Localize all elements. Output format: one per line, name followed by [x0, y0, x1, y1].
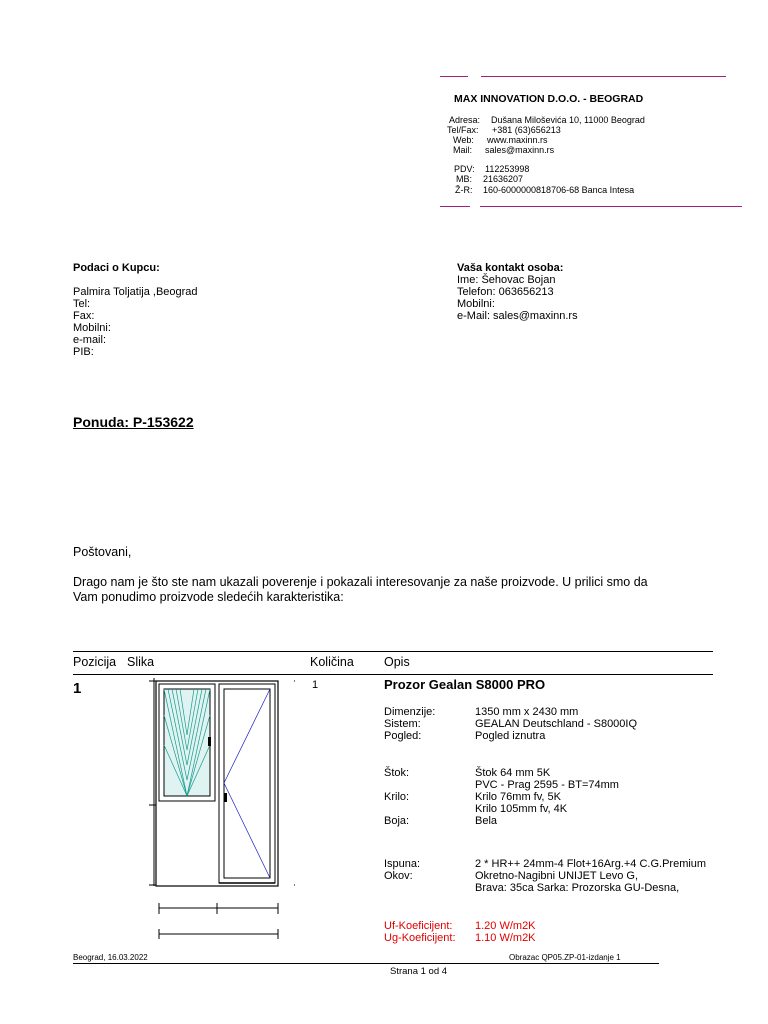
footer-rule: [73, 963, 659, 964]
customer-name: Palmira Toljatija ,Beograd: [73, 286, 198, 298]
spec-label: Štok:: [384, 767, 410, 779]
spec-label: Sistem:: [384, 718, 421, 730]
footer-right: Obrazac QP05.ZP-01-izdanje 1: [509, 953, 621, 962]
item-position: 1: [73, 680, 82, 697]
spec-value: Pogled iznutra: [475, 730, 546, 742]
customer-tel: Tel:: [73, 298, 91, 310]
header-position: Pozicija: [73, 655, 117, 669]
customer-fax: Fax:: [73, 310, 95, 322]
spec-label: Okov:: [384, 870, 413, 882]
left-handle: [208, 737, 211, 746]
customer-heading: Podaci o Kupcu:: [73, 262, 160, 274]
uf-label: Uf-Koeficijent:: [384, 920, 453, 932]
door-handle: [224, 793, 227, 802]
table-top-rule: [73, 651, 713, 652]
header-image: Slika: [127, 655, 155, 669]
zr-label: Ž-R:: [455, 185, 473, 195]
web-label: Web:: [453, 135, 474, 145]
spec-value: Brava: 35ca Sarka: Prozorska GU-Desna,: [475, 882, 680, 894]
uf-value: 1.20 W/m2K: [475, 920, 536, 932]
header-bottom-line-short: [440, 206, 470, 207]
spec-value: Krilo 76mm fv, 5K: [475, 791, 561, 803]
offer-title: Ponuda: P-153622: [73, 414, 194, 430]
header-top-line-long: [481, 76, 726, 77]
pdv-label: PDV:: [454, 164, 475, 174]
address-label: Adresa:: [449, 115, 481, 125]
item-title: Prozor Gealan S8000 PRO: [384, 677, 546, 692]
spec-value: Bela: [475, 815, 498, 827]
spec-value: 1350 mm x 2430 mm: [475, 706, 579, 718]
ug-label: Ug-Koeficijent:: [384, 932, 456, 944]
contact-mobile: Mobilni:: [457, 298, 495, 310]
spec-value: Okretno-Nagibni UNIJET Levo G,: [475, 870, 639, 882]
spec-label: Ispuna:: [384, 858, 421, 870]
contact-email: e-Mail: sales@maxinn.rs: [457, 310, 578, 322]
telfax-label: Tel/Fax:: [447, 125, 479, 135]
spec-label: Dimenzije:: [384, 706, 436, 718]
mail-label: Mail:: [453, 145, 473, 155]
telfax-value: +381 (63)656213: [492, 125, 561, 135]
customer-email: e-mail:: [73, 334, 107, 346]
footer-left: Beograd, 16.03.2022: [73, 953, 148, 962]
spec-value: PVC - Prag 2595 - BT=74mm: [475, 779, 619, 791]
contact-phone: Telefon: 063656213: [457, 286, 554, 298]
header-quantity: Količina: [310, 655, 354, 669]
zr-value: 160-6000000818706-68 Banca Intesa: [483, 185, 635, 195]
address-value: Dušana Miloševića 10, 11000 Beograd: [491, 115, 645, 125]
pdv-value: 112253998: [485, 164, 530, 174]
intro-line-1: Drago nam je što ste nam ukazali poverenje i pokazali interesovanje za naše proizvode. U prilici smo da: [73, 575, 648, 589]
mb-label: MB:: [456, 174, 473, 184]
company-name: MAX INNOVATION D.O.O. - BEOGRAD: [454, 93, 644, 105]
spec-label: Krilo:: [384, 791, 410, 803]
web-value: www.maxinn.rs: [487, 135, 548, 145]
mb-value: 21636207: [483, 174, 524, 184]
contact-name: Ime: Šehovac Bojan: [457, 274, 556, 286]
header-top-line-short: [440, 76, 468, 77]
item-quantity: 1: [312, 679, 319, 691]
header-bottom-line-long: [480, 206, 742, 207]
mail-value: sales@maxinn.rs: [485, 145, 555, 155]
customer-mobile: Mobilni:: [73, 322, 111, 334]
spec-label: Boja:: [384, 815, 410, 827]
spec-value: GEALAN Deutschland - S8000IQ: [475, 718, 638, 730]
window-drawing: [135, 675, 295, 940]
customer-pib: PIB:: [73, 346, 94, 358]
spec-label: Pogled:: [384, 730, 422, 742]
intro-line-2: Vam ponudimo proizvode sledećih karakteristika:: [73, 590, 344, 604]
ug-value: 1.10 W/m2K: [475, 932, 536, 944]
spec-value: Štok 64 mm 5K: [475, 767, 551, 779]
spec-value: Krilo 105mm fv, 4K: [475, 803, 568, 815]
page-number: Strana 1 od 4: [390, 966, 448, 977]
greeting: Poštovani,: [73, 545, 132, 559]
header-description: Opis: [384, 655, 410, 669]
spec-value: 2 * HR++ 24mm-4 Flot+16Arg.+4 C.G.Premium: [475, 858, 707, 870]
contact-heading: Vaša kontakt osoba:: [457, 262, 564, 274]
